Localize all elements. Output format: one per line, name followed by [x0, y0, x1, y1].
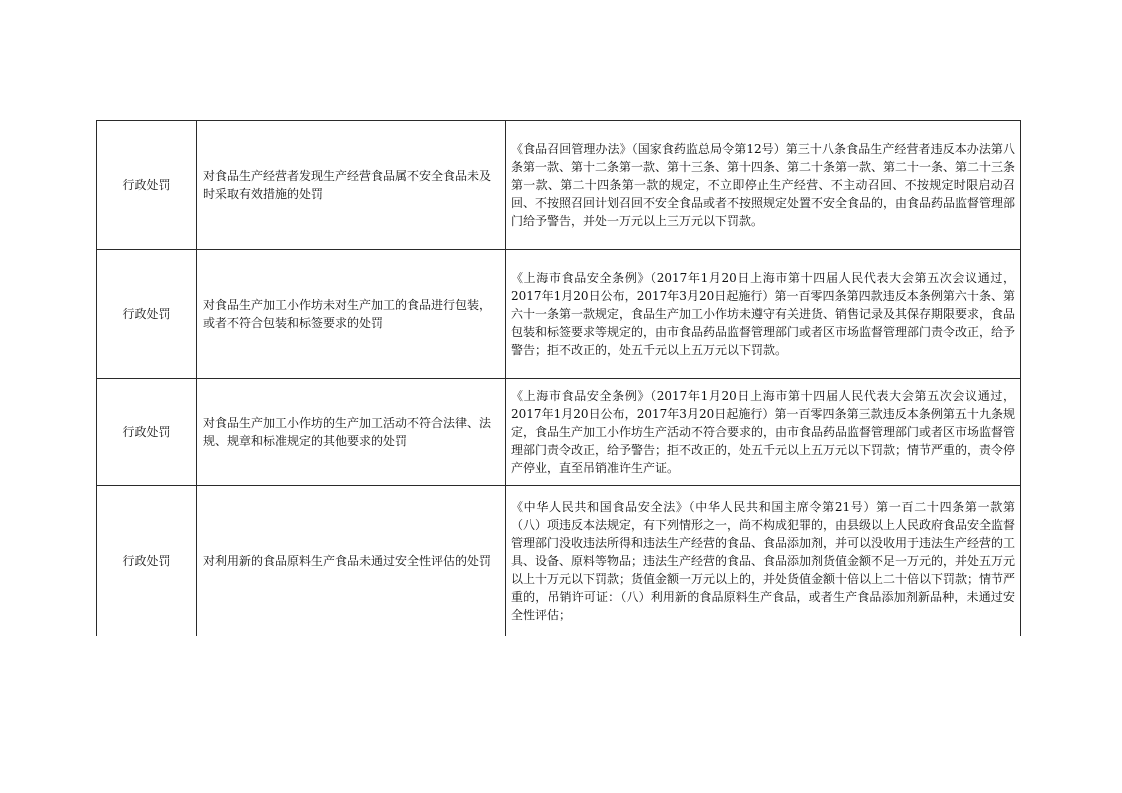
- table-row: [97, 250, 1021, 379]
- legal-basis-cell: 《中华人民共和国食品安全法》（中华人民共和国主席令第21号）第一百二十四条第一款第（八）项违反本法规定，有下列情形之一，尚不构成犯罪的，由县级以上人民政府食品安全监督管理部门没收违法所得和违法生产经营的食品、食品添加剂，并可以没收用于违法生产经营的工具、设备、原料等物品；违法生产经营的食品、食品添加剂货值金额不足一万元的，并处五万元以上十万元以下罚款；货值金额一万元以上的，并处货值金额十倍以上二十倍以下罚款；情节严重的，吊销许可证：（八）利用新的食品原料生产食品，或者生产食品添加剂新品种，未通过安全性评估；: [506, 486, 1021, 637]
- legal-basis-cell: 《食品召回管理办法》（国家食药监总局令第12号）第三十八条食品生产经营者违反本办法第八条第一款、第十二条第一款、第十三条、第十四条、第二十条第一款、第二十一条、第二十三条第一款、第二十四条第一款的规定，不立即停止生产经营、不主动召回、不按规定时限启动召回、不按照召回计划召回不安全食品或者不按照规定处置不安全食品的，由食品药品监督管理部门给予警告，并处一万元以上三万元以下罚款。: [506, 121, 1021, 250]
- penalty-table: [96, 120, 1021, 636]
- table-row: [97, 121, 1021, 250]
- item-cell: 对食品生产经营者发现生产经营食品属不安全食品未及时采取有效措施的处罚: [197, 121, 506, 250]
- item-cell: 对利用新的食品原料生产食品未通过安全性评估的处罚: [197, 486, 506, 637]
- table-row: [97, 379, 1021, 486]
- category-cell: 行政处罚: [97, 379, 197, 486]
- category-cell: 行政处罚: [97, 486, 197, 637]
- item-cell: 对食品生产加工小作坊未对生产加工的食品进行包装，或者不符合包装和标签要求的处罚: [197, 250, 506, 379]
- category-cell: 行政处罚: [97, 250, 197, 379]
- legal-basis-cell: 《上海市食品安全条例》（2017年1月20日上海市第十四届人民代表大会第五次会议通过，2017年1月20日公布，2017年3月20日起施行）第一百零四条第四款违反本条例第六十条、第六十一条第一款规定，食品生产加工小作坊未遵守有关进货、销售记录及其保存期限要求，食品包装和标签要求等规定的，由市食品药品监督管理部门或者区市场监督管理部门责令改正，给予警告；拒不改正的，处五千元以上五万元以下罚款。: [506, 250, 1021, 379]
- legal-basis-cell: 《上海市食品安全条例》（2017年1月20日上海市第十四届人民代表大会第五次会议通过，2017年1月20日公布，2017年3月20日起施行）第一百零四条第三款违反本条例第五十九条规定，食品生产加工小作坊生产活动不符合要求的，由市食品药品监督管理部门或者区市场监督管理部门责令改正，给予警告；拒不改正的，处五千元以上五万元以下罚款；情节严重的，责令停产停业，直至吊销准许生产证。: [506, 379, 1021, 486]
- item-cell: 对食品生产加工小作坊的生产加工活动不符合法律、法规、规章和标准规定的其他要求的处罚: [197, 379, 506, 486]
- category-cell: 行政处罚: [97, 121, 197, 250]
- table-row: [97, 486, 1021, 637]
